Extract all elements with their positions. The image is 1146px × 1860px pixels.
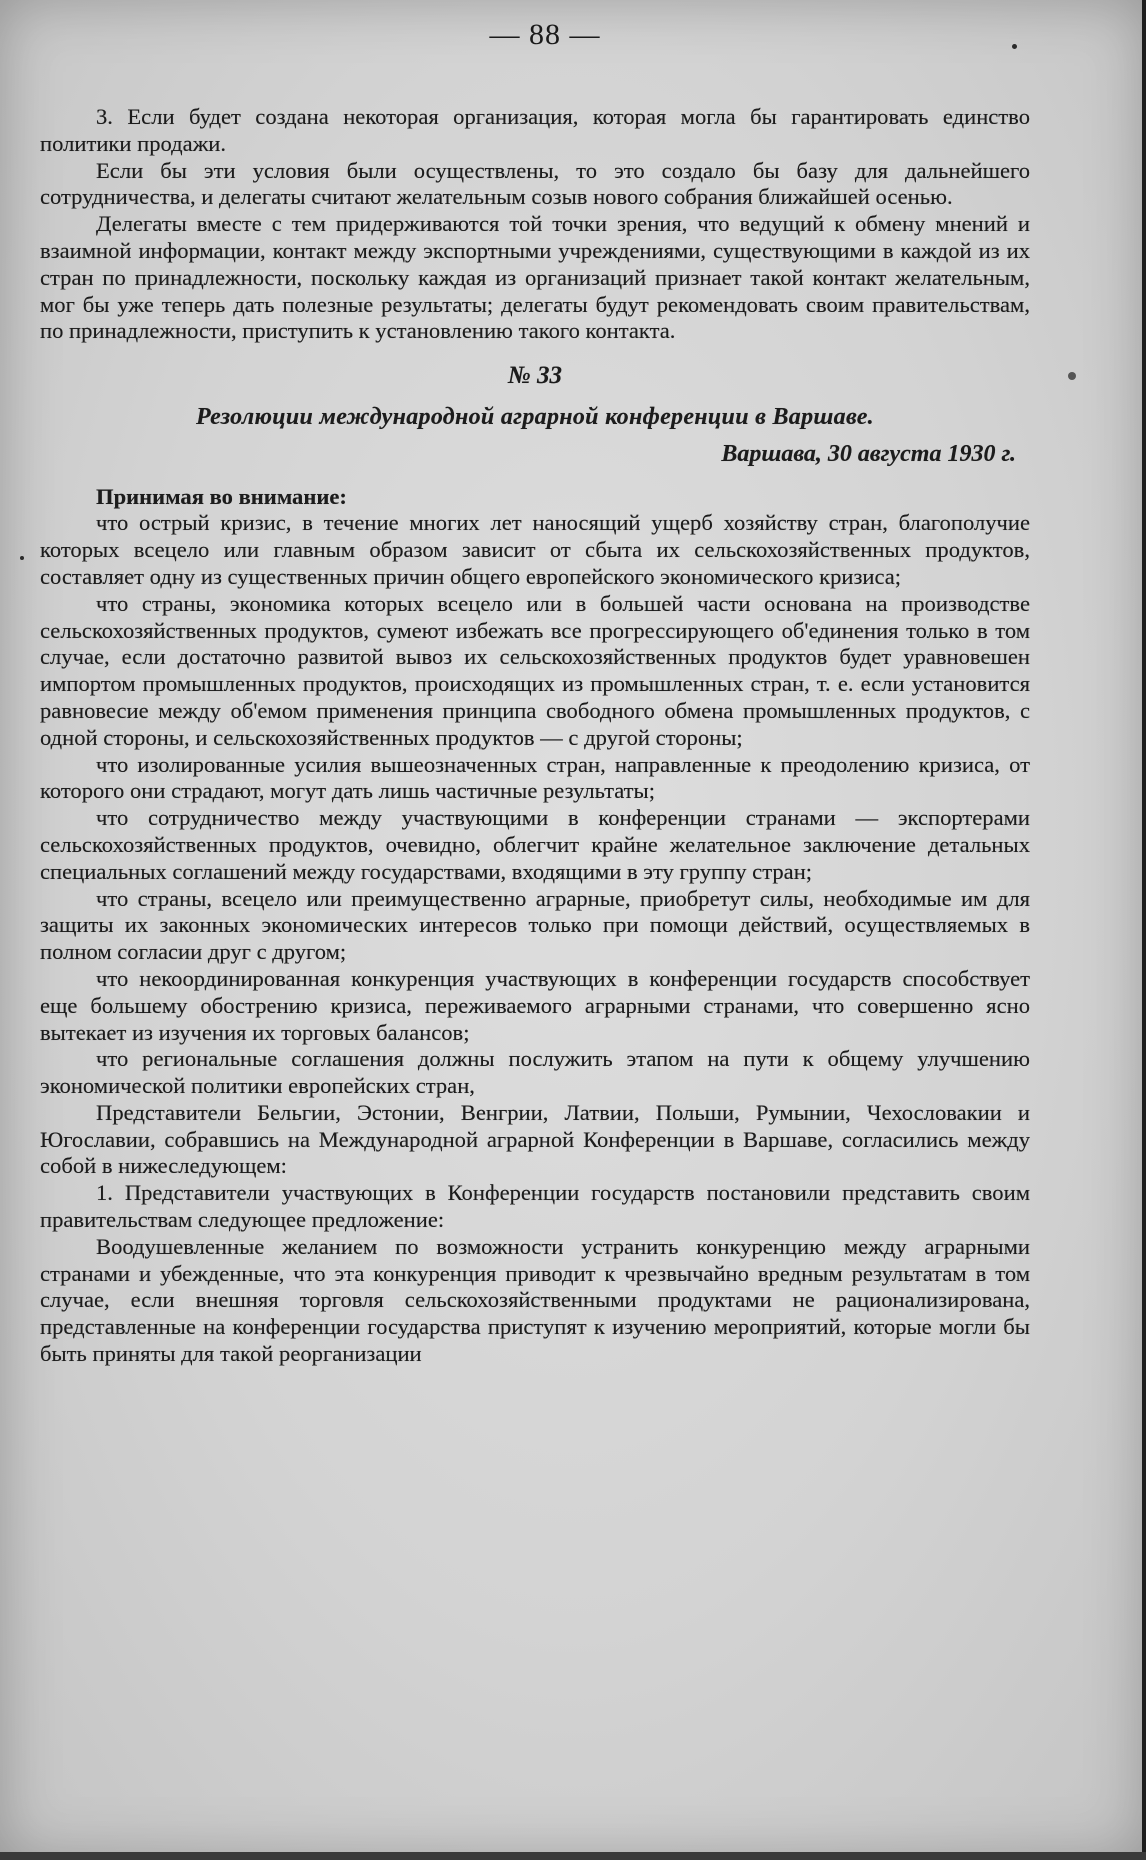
resolution-paragraph: Воодушевленные желанием по возможности устранить конкуренцию между аграрными странами и убежденные, что эта конкуренция приводит к чрезвычайно вредным результатам в том случае, если внешняя торговля сельскохозяйственными продуктами не рационализирована, представленные на конференции государства приступят к изучению мероприятий, которые могли бы быть приняты для такой реорганизации: [40, 1233, 1030, 1367]
page-text: [40, 104, 1030, 1368]
intro-paragraph: Делегаты вместе с тем придерживаются той точки зрения, что ведущий к обмену мнений и взаимной информации, контакт между экспортными учреждениями, существующими в каждой из их стран по принадлежности, поскольку каждая из организаций признает такой контакт желательным, мог бы уже теперь дать полезные результаты; делегаты будут рекомендовать своим правительствам, по принадлежности, приступить к установлению такого контакта.: [40, 211, 1030, 344]
scan-speck: [1068, 372, 1076, 380]
resolution-paragraph: что страны, экономика которых всецело или в большей части основана на производстве сельскохозяйственных продуктов, сумеют избежать все прогрессирующего об'единения только в том случае, если достаточно развитой вывоз их сельскохозяйственных продуктов будет уравновешен импортом промышленных продуктов, происходящих из промышленных стран, т. е. если установится равновесие между об'емом применения принципа свободного обмена промышленных продуктов, с одной стороны, и сельскохозяйственных продуктов — с другой стороны;: [40, 590, 1030, 750]
document-date: Варшава, 30 августа 1930 г.: [721, 440, 1016, 467]
scan-speck: [1012, 44, 1017, 49]
resolution-paragraph: 1. Представители участвующих в Конференции государств постановили представить своим правительствам следующее предложение:: [40, 1180, 1030, 1233]
resolution-paragraph: что некоординированная конкуренция участвующих в конференции государств способствует еще большему обострению кризиса, переживаемого аграрными странами, что совершенно ясно вытекает из изучения их торговых балансов;: [40, 965, 1030, 1045]
scan-edge: [0, 1852, 1146, 1860]
intro-paragraph: 3. Если будет создана некоторая организация, которая могла бы гарантировать единство политики продажи.: [40, 104, 1030, 156]
resolution-paragraph: что сотрудничество между участвующими в конференции странами — экспортерами сельскохозяйственных продуктов, очевидно, облегчит крайне желательное заключение детальных специальных соглашений между государствами, входящими в эту группу стран;: [40, 805, 1030, 884]
resolution-paragraph: что региональные соглашения должны послужить этапом на пути к общему улучшению экономической политики европейских стран,: [40, 1046, 1030, 1099]
resolution-lead: Принимая во внимание:: [96, 483, 347, 509]
scan-speck: [20, 556, 24, 560]
resolution-paragraph: Представители Бельгии, Эстонии, Венгрии, Латвии, Польши, Румынии, Чехословакии и Югославии, собравшись на Международной аграрной Конференции в Варшаве, согласились между собой в нижеследующем:: [40, 1099, 1030, 1179]
document-number: № 33: [507, 362, 563, 390]
intro-paragraph: Если бы эти условия были осуществлены, то это создало бы базу для дальнейшего сотрудничества, и делегаты считают желательным созыв нового собрания ближайшей осенью.: [40, 157, 1030, 210]
resolution-paragraph: что страны, всецело или преимущественно аграрные, приобретут силы, необходимые им для защиты их законных экономических интересов только при помощи действий, осуществляемых в полном согласии друг с другом;: [40, 885, 1030, 965]
resolution-paragraph: что изолированные усилия вышеозначенных стран, направленные к преодолению кризиса, от которого они страдают, могут дать лишь частичные результаты;: [40, 751, 1030, 804]
scan-edge: [1142, 0, 1146, 1860]
document-title: Резолюции международной аграрной конференции в Варшаве.: [196, 403, 874, 430]
page-number: — 88 —: [489, 18, 601, 51]
resolution-paragraph: что острый кризис, в течение многих лет наносящий ущерб хозяйству стран, благополучие которых всецело или главным образом зависит от сбыта их сельскохозяйственных продуктов, составляет одну из существенных причин общего европейского экономического кризиса;: [40, 510, 1030, 589]
